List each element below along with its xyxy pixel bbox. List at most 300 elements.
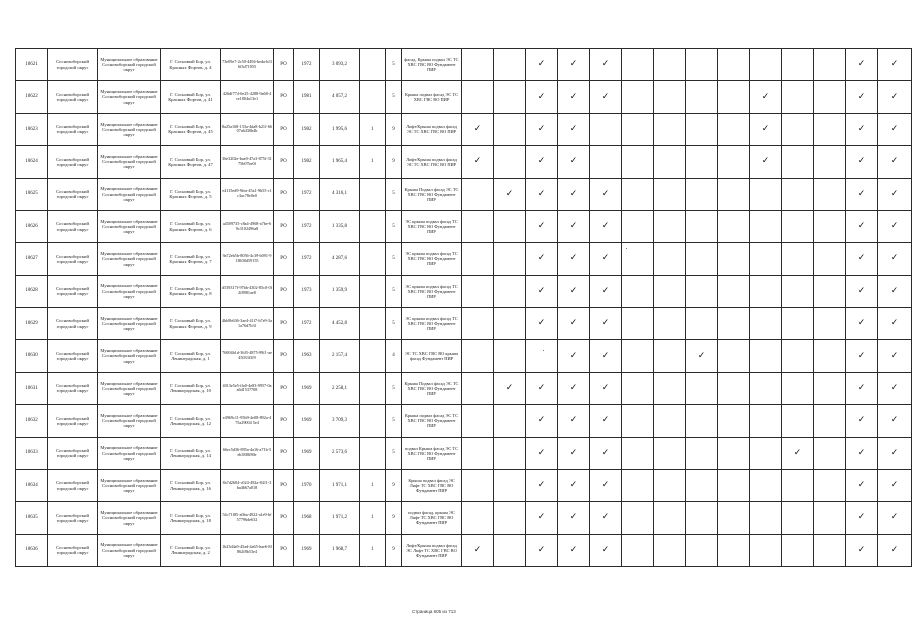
work-type-cell <box>750 49 782 81</box>
work-type-cell <box>846 502 878 534</box>
work-type-cell <box>494 243 526 275</box>
works-list: Лифт/Крыша подвал фасад ЭС ТС ХВС ГВС ВО ПИР <box>402 113 462 145</box>
work-type-cell <box>750 469 782 501</box>
checkmark-icon: ✓ <box>793 447 802 458</box>
work-type-cell <box>814 372 846 404</box>
row-id: 10626 <box>16 210 48 242</box>
building-uid: 8a25a168-133a-4da8-b21f-6607a6430b4b <box>221 113 274 145</box>
work-type-cell <box>718 340 750 372</box>
building-address: Г. Сосновый Бор, ул. Красных Фортов, д. 45 <box>161 113 221 145</box>
checkmark-icon: ✓ <box>569 188 578 199</box>
work-type-cell <box>462 81 494 113</box>
checkmark-icon: ✓ <box>601 59 610 70</box>
work-type-cell <box>462 49 494 81</box>
work-type-cell <box>558 81 590 113</box>
checkmark-icon: ✓ <box>601 382 610 393</box>
district-name: Сосновоборский городской округ <box>48 81 98 113</box>
work-type-cell <box>590 178 622 210</box>
work-type-cell <box>814 308 846 340</box>
work-type-cell <box>494 178 526 210</box>
floor-count: 5 <box>386 243 402 275</box>
work-type-cell <box>846 178 878 210</box>
work-type-cell <box>494 210 526 242</box>
row-id: 10630 <box>16 340 48 372</box>
municipality-name: Муниципальное образование Сосновоборский городской округ <box>98 437 161 469</box>
work-type-cell <box>622 340 654 372</box>
work-type-cell <box>686 405 718 437</box>
work-type-cell <box>654 243 686 275</box>
works-list: ЭС крыша подвал фасад ТС ХВС ГВС ВО Фундамент ПИР <box>402 243 462 275</box>
total-area: 2 157,4 <box>320 340 360 372</box>
work-type-cell <box>814 178 846 210</box>
checkmark-icon: ✓ <box>569 415 578 426</box>
work-type-cell <box>878 405 912 437</box>
work-type-cell <box>462 178 494 210</box>
checkmark-icon: ✓ <box>601 480 610 491</box>
work-type-cell <box>878 243 912 275</box>
checkmark-icon: ✓ <box>857 59 866 70</box>
work-type-cell <box>526 534 558 566</box>
checkmark-icon: ✓ <box>537 318 546 329</box>
work-type-cell <box>590 372 622 404</box>
work-type-cell <box>750 113 782 145</box>
municipality-name: Муниципальное образование Сосновоборский городской округ <box>98 534 161 566</box>
work-type-cell <box>750 405 782 437</box>
lift-count <box>360 340 386 372</box>
total-area: 4 316,1 <box>320 178 360 210</box>
work-type-cell <box>686 275 718 307</box>
district-name: Сосновоборский городской округ <box>48 49 98 81</box>
work-type-cell <box>686 146 718 178</box>
work-type-cell <box>686 340 718 372</box>
work-type-cell <box>718 275 750 307</box>
work-type-cell <box>686 81 718 113</box>
lift-count <box>360 308 386 340</box>
municipality-name: Муниципальное образование Сосновоборский городской округ <box>98 210 161 242</box>
checkmark-icon: ✓ <box>537 156 546 167</box>
work-type-cell <box>782 437 814 469</box>
checkmark-icon: ✓ <box>537 59 546 70</box>
work-type-cell <box>462 502 494 534</box>
floor-count: 5 <box>386 275 402 307</box>
checkmark-icon: ✓ <box>569 285 578 296</box>
checkmark-icon: ✓ <box>890 188 899 199</box>
work-type-cell <box>750 502 782 534</box>
checkmark-icon: ✓ <box>601 415 610 426</box>
work-type-cell <box>654 405 686 437</box>
build-year: 1969 <box>294 534 320 566</box>
building-address: Г. Сосновый Бор, ул. Ленинградская, д. 1 <box>161 340 221 372</box>
floor-count: 9 <box>386 113 402 145</box>
work-type-cell <box>686 534 718 566</box>
ownership-type: РО <box>274 469 294 501</box>
work-type-cell <box>558 372 590 404</box>
build-year: 1982 <box>294 113 320 145</box>
building-uid: 9a72eb5b-8056-4c39-b091-918630d59155 <box>221 243 274 275</box>
work-type-cell <box>878 210 912 242</box>
work-type-cell <box>878 178 912 210</box>
work-type-cell <box>526 372 558 404</box>
work-type-cell <box>750 210 782 242</box>
table-row <box>16 308 912 340</box>
ownership-type: РО <box>274 534 294 566</box>
checkmark-icon: ✓ <box>601 221 610 232</box>
ownership-type: РО <box>274 49 294 81</box>
checkmark-icon: ✓ <box>890 480 899 491</box>
work-type-cell <box>526 178 558 210</box>
page-footer: Страница 605 из 713 <box>412 609 456 614</box>
checkmark-icon: ✓ <box>857 447 866 458</box>
work-type-cell <box>526 49 558 81</box>
work-type-cell <box>686 113 718 145</box>
checkmark-icon: ✓ <box>890 318 899 329</box>
work-type-cell <box>494 340 526 372</box>
district-name: Сосновоборский городской округ <box>48 372 98 404</box>
work-type-cell <box>782 275 814 307</box>
building-uid: e4115ed9-9fea-45a1-9b55-c1c3ac78e0e0 <box>221 178 274 210</box>
work-type-cell <box>782 178 814 210</box>
checkmark-icon: ✓ <box>857 221 866 232</box>
checkmark-icon: ✓ <box>890 382 899 393</box>
checkmark-icon: ✓ <box>601 285 610 296</box>
build-year: 1972 <box>294 210 320 242</box>
work-type-cell <box>462 405 494 437</box>
work-type-cell <box>494 146 526 178</box>
checkmark-icon: ✓ <box>890 415 899 426</box>
checkmark-icon: ✓ <box>857 415 866 426</box>
checkmark-icon: ✓ <box>569 447 578 458</box>
work-type-cell <box>782 469 814 501</box>
works-list: Лифт/Крыша подвал фасад ЭС ТС ХВС ГВС ВО ПИР <box>402 146 462 178</box>
work-type-cell <box>718 146 750 178</box>
work-type-cell <box>846 437 878 469</box>
work-type-cell <box>846 243 878 275</box>
work-type-cell <box>558 437 590 469</box>
work-type-cell <box>526 469 558 501</box>
work-type-cell <box>750 243 782 275</box>
municipality-name: Муниципальное образование Сосновоборский городской округ <box>98 502 161 534</box>
build-year: 1972 <box>294 308 320 340</box>
work-type-cell <box>750 372 782 404</box>
work-type-cell <box>622 372 654 404</box>
building-uid: 36e3202e-bae0-47a3-875f-3175b07be0f <box>221 146 274 178</box>
work-type-cell <box>590 210 622 242</box>
work-type-cell <box>654 340 686 372</box>
lift-count: 1 <box>360 146 386 178</box>
work-type-cell <box>878 534 912 566</box>
checkmark-icon: ✓ <box>569 512 578 523</box>
work-type-cell <box>750 81 782 113</box>
work-type-cell <box>590 534 622 566</box>
table-row <box>16 502 912 534</box>
table-row <box>16 178 912 210</box>
checkmark-icon: ✓ <box>537 447 546 458</box>
checkmark-icon: ✓ <box>569 123 578 134</box>
work-type-cell <box>654 502 686 534</box>
lift-count: 1 <box>360 534 386 566</box>
work-type-cell <box>590 308 622 340</box>
work-type-cell <box>814 146 846 178</box>
checkmark-icon: ✓ <box>761 156 770 167</box>
work-type-cell <box>686 178 718 210</box>
checkmark-icon: ✓ <box>569 318 578 329</box>
building-address: Г. Сосновый Бор, ул. Красных Фортов, д. 6 <box>161 210 221 242</box>
building-address: Г. Сосновый Бор, ул. Ленинградская, д. 14 <box>161 437 221 469</box>
checkmark-icon: ✓ <box>857 350 866 361</box>
work-type-cell <box>526 81 558 113</box>
ownership-type: РО <box>274 340 294 372</box>
work-type-cell <box>590 81 622 113</box>
build-year: 1981 <box>294 81 320 113</box>
work-type-cell <box>846 405 878 437</box>
work-type-cell <box>590 340 622 372</box>
work-type-cell <box>590 437 622 469</box>
work-type-cell <box>878 469 912 501</box>
work-type-cell <box>590 49 622 81</box>
ownership-type: РО <box>274 437 294 469</box>
lift-count <box>360 405 386 437</box>
checkmark-icon: ✓ <box>569 382 578 393</box>
work-type-cell <box>494 437 526 469</box>
work-type-cell <box>494 372 526 404</box>
works-list: Крыша подвал фасад ЭС Лифт ТС ХВС ГВС ВО Фундамент ПИР <box>402 469 462 501</box>
municipality-name: Муниципальное образование Сосновоборский городской округ <box>98 178 161 210</box>
works-list: фасад, Крыша подвал ЭС ТС ХВС ГВС ВО Фундамент ПИР <box>402 49 462 81</box>
work-type-cell <box>494 275 526 307</box>
floor-count: 5 <box>386 178 402 210</box>
work-type-cell <box>878 49 912 81</box>
works-list: Крыша подвал фасад ЭС ТС ХВС ГВС ВО ПИР <box>402 81 462 113</box>
work-type-cell <box>494 405 526 437</box>
work-type-cell <box>590 405 622 437</box>
table-row <box>16 405 912 437</box>
work-type-cell <box>718 210 750 242</box>
work-type-cell <box>462 146 494 178</box>
checkmark-icon: ✓ <box>890 59 899 70</box>
work-type-cell <box>590 275 622 307</box>
total-area: 4 287,6 <box>320 243 360 275</box>
ownership-type: РО <box>274 146 294 178</box>
work-type-cell <box>718 308 750 340</box>
ownership-type: РО <box>274 372 294 404</box>
work-type-cell <box>590 502 622 534</box>
lift-count <box>360 210 386 242</box>
building-address: Г. Сосновый Бор, ул. Красных Фортов, д. 4 <box>161 49 221 81</box>
checkmark-icon: ✓ <box>473 544 482 555</box>
checkmark-icon: ✓ <box>890 156 899 167</box>
building-uid: 1b23d4a9-45ad-4a65-bae6-8f862f8b53e4 <box>221 534 274 566</box>
building-uid: 66ec5d36-895a-4a16-a71b-5eb38f8f80e <box>221 437 274 469</box>
works-list: ЭС крыша подвал фасад ТС ХВС ГВС ВО Фундамент ПИР <box>402 275 462 307</box>
municipality-name: Муниципальное образование Сосновоборский городской округ <box>98 49 161 81</box>
checkmark-icon: ✓ <box>601 350 610 361</box>
work-type-cell <box>718 49 750 81</box>
work-type-cell <box>718 405 750 437</box>
work-type-cell <box>782 81 814 113</box>
work-type-cell <box>494 469 526 501</box>
district-name: Сосновоборский городской округ <box>48 210 98 242</box>
district-name: Сосновоборский городской округ <box>48 469 98 501</box>
work-type-cell <box>718 534 750 566</box>
checkmark-icon: ✓ <box>537 285 546 296</box>
building-address: Г. Сосновый Бор, ул. Красных Фортов, д. 5 <box>161 178 221 210</box>
work-type-cell <box>750 534 782 566</box>
build-year: 1973 <box>294 275 320 307</box>
table-row <box>16 469 912 501</box>
work-type-cell <box>654 469 686 501</box>
checkmark-icon: ✓ <box>890 253 899 264</box>
building-uid: 426df774-6e25-4288-9a68-4ce1804a13e1 <box>221 81 274 113</box>
work-type-cell <box>462 210 494 242</box>
work-type-cell <box>526 340 558 372</box>
building-uid: 8a7d2604-c024-492a-8411-3ba4667a018 <box>221 469 274 501</box>
row-id: 10629 <box>16 308 48 340</box>
work-type-cell <box>878 146 912 178</box>
work-type-cell <box>526 275 558 307</box>
work-type-cell <box>750 275 782 307</box>
work-type-cell <box>462 243 494 275</box>
floor-count: 5 <box>386 405 402 437</box>
table-row <box>16 210 912 242</box>
work-type-cell <box>622 308 654 340</box>
work-type-cell <box>782 146 814 178</box>
table-row <box>16 81 912 113</box>
row-id: 10633 <box>16 437 48 469</box>
works-list: Лифт/Крыша подвал фасад ЭС Лифт ТС ХВС ГВС ВО Фундамент ПИР <box>402 534 462 566</box>
municipality-name: Муниципальное образование Сосновоборский городской округ <box>98 275 161 307</box>
total-area: 4 452,8 <box>320 308 360 340</box>
work-type-cell <box>718 81 750 113</box>
district-name: Сосновоборский городской округ <box>48 243 98 275</box>
district-name: Сосновоборский городской округ <box>48 308 98 340</box>
ownership-type: РО <box>274 308 294 340</box>
work-type-cell <box>782 534 814 566</box>
scan-speck <box>626 248 627 249</box>
checkmark-icon: ✓ <box>537 221 546 232</box>
work-type-cell <box>526 437 558 469</box>
work-type-cell <box>878 81 912 113</box>
building-uid: a4509735-c8a4-4968-a7be-69c3102496a8 <box>221 210 274 242</box>
work-type-cell <box>622 113 654 145</box>
district-name: Сосновоборский городской округ <box>48 405 98 437</box>
checkmark-icon: ✓ <box>601 512 610 523</box>
work-type-cell <box>878 340 912 372</box>
checkmark-icon: ✓ <box>890 123 899 134</box>
work-type-cell <box>718 113 750 145</box>
build-year: 1972 <box>294 243 320 275</box>
table-row <box>16 534 912 566</box>
municipality-name: Муниципальное образование Сосновоборский городской округ <box>98 81 161 113</box>
work-type-cell <box>654 178 686 210</box>
municipality-name: Муниципальное образование Сосновоборский городской округ <box>98 308 161 340</box>
work-type-cell <box>526 502 558 534</box>
work-type-cell <box>814 534 846 566</box>
table-row <box>16 49 912 81</box>
work-type-cell <box>782 405 814 437</box>
build-year: 1970 <box>294 469 320 501</box>
ownership-type: РО <box>274 405 294 437</box>
checkmark-icon: ✓ <box>857 318 866 329</box>
total-area: 1 968,7 <box>320 534 360 566</box>
building-address: Г. Сосновый Бор, ул. Ленинградская, д. 12 <box>161 405 221 437</box>
checkmark-icon: ✓ <box>857 285 866 296</box>
checkmark-icon: ✓ <box>569 59 578 70</box>
work-type-cell <box>590 469 622 501</box>
work-type-cell <box>814 340 846 372</box>
work-type-cell <box>846 308 878 340</box>
row-id: 10621 <box>16 49 48 81</box>
work-type-cell <box>462 372 494 404</box>
works-list: ЭС крыша подвал фасад ТС ХВС ГВС ВО Фундамент ПИР <box>402 308 462 340</box>
checkmark-icon: ✓ <box>537 253 546 264</box>
district-name: Сосновоборский городской округ <box>48 502 98 534</box>
work-type-cell <box>526 405 558 437</box>
district-name: Сосновоборский городской округ <box>48 178 98 210</box>
municipality-name: Муниципальное образование Сосновоборский городской округ <box>98 405 161 437</box>
work-type-cell <box>718 243 750 275</box>
floor-count: 5 <box>386 437 402 469</box>
work-type-cell <box>686 372 718 404</box>
build-year: 1963 <box>294 340 320 372</box>
work-type-cell <box>622 178 654 210</box>
table-row <box>16 243 912 275</box>
row-id: 10628 <box>16 275 48 307</box>
lift-count <box>360 372 386 404</box>
work-type-cell <box>782 372 814 404</box>
work-type-cell <box>494 534 526 566</box>
work-type-cell <box>558 405 590 437</box>
row-id: 10625 <box>16 178 48 210</box>
building-uid: d539317f-97bb-4302-85c0-0f2f8981ae8 <box>221 275 274 307</box>
checkmark-icon: ✓ <box>537 188 546 199</box>
work-type-cell <box>526 210 558 242</box>
work-type-cell <box>686 49 718 81</box>
work-type-cell <box>686 243 718 275</box>
row-id: 10622 <box>16 81 48 113</box>
building-address: Г. Сосновый Бор, ул. Красных Фортов, д. 7 <box>161 243 221 275</box>
total-area: 1 971,2 <box>320 502 360 534</box>
row-id: 10627 <box>16 243 48 275</box>
build-year: 1972 <box>294 178 320 210</box>
total-area: 2 258,1 <box>320 372 360 404</box>
checkmark-icon: ✓ <box>857 480 866 491</box>
total-area: 1 335,8 <box>320 210 360 242</box>
floor-count: 5 <box>386 308 402 340</box>
work-type-cell <box>782 340 814 372</box>
table-row <box>16 372 912 404</box>
work-type-cell <box>814 405 846 437</box>
building-uid: 4bb9b636-3ae4-41f7-b7e9-3a1a76d7b3f <box>221 308 274 340</box>
lift-count <box>360 81 386 113</box>
checkmark-icon: ✓ <box>761 123 770 134</box>
row-id: 10636 <box>16 534 48 566</box>
work-type-cell <box>558 146 590 178</box>
work-type-cell <box>814 437 846 469</box>
municipality-name: Муниципальное образование Сосновоборский городской округ <box>98 340 161 372</box>
work-type-cell <box>718 469 750 501</box>
works-list: подвал Крыша фасад ЭС ТС ХВС ГВС ВО Фундамент ПИР <box>402 437 462 469</box>
work-type-cell <box>846 210 878 242</box>
work-type-cell <box>814 275 846 307</box>
total-area: 2 573,6 <box>320 437 360 469</box>
total-area: 1 971,1 <box>320 469 360 501</box>
ownership-type: РО <box>274 275 294 307</box>
checkmark-icon: ✓ <box>761 91 770 102</box>
work-type-cell <box>718 502 750 534</box>
checkmark-icon: ✓ <box>537 544 546 555</box>
work-type-cell <box>846 372 878 404</box>
building-address: Г. Сосновый Бор, ул. Красных Фортов, д. 41 <box>161 81 221 113</box>
